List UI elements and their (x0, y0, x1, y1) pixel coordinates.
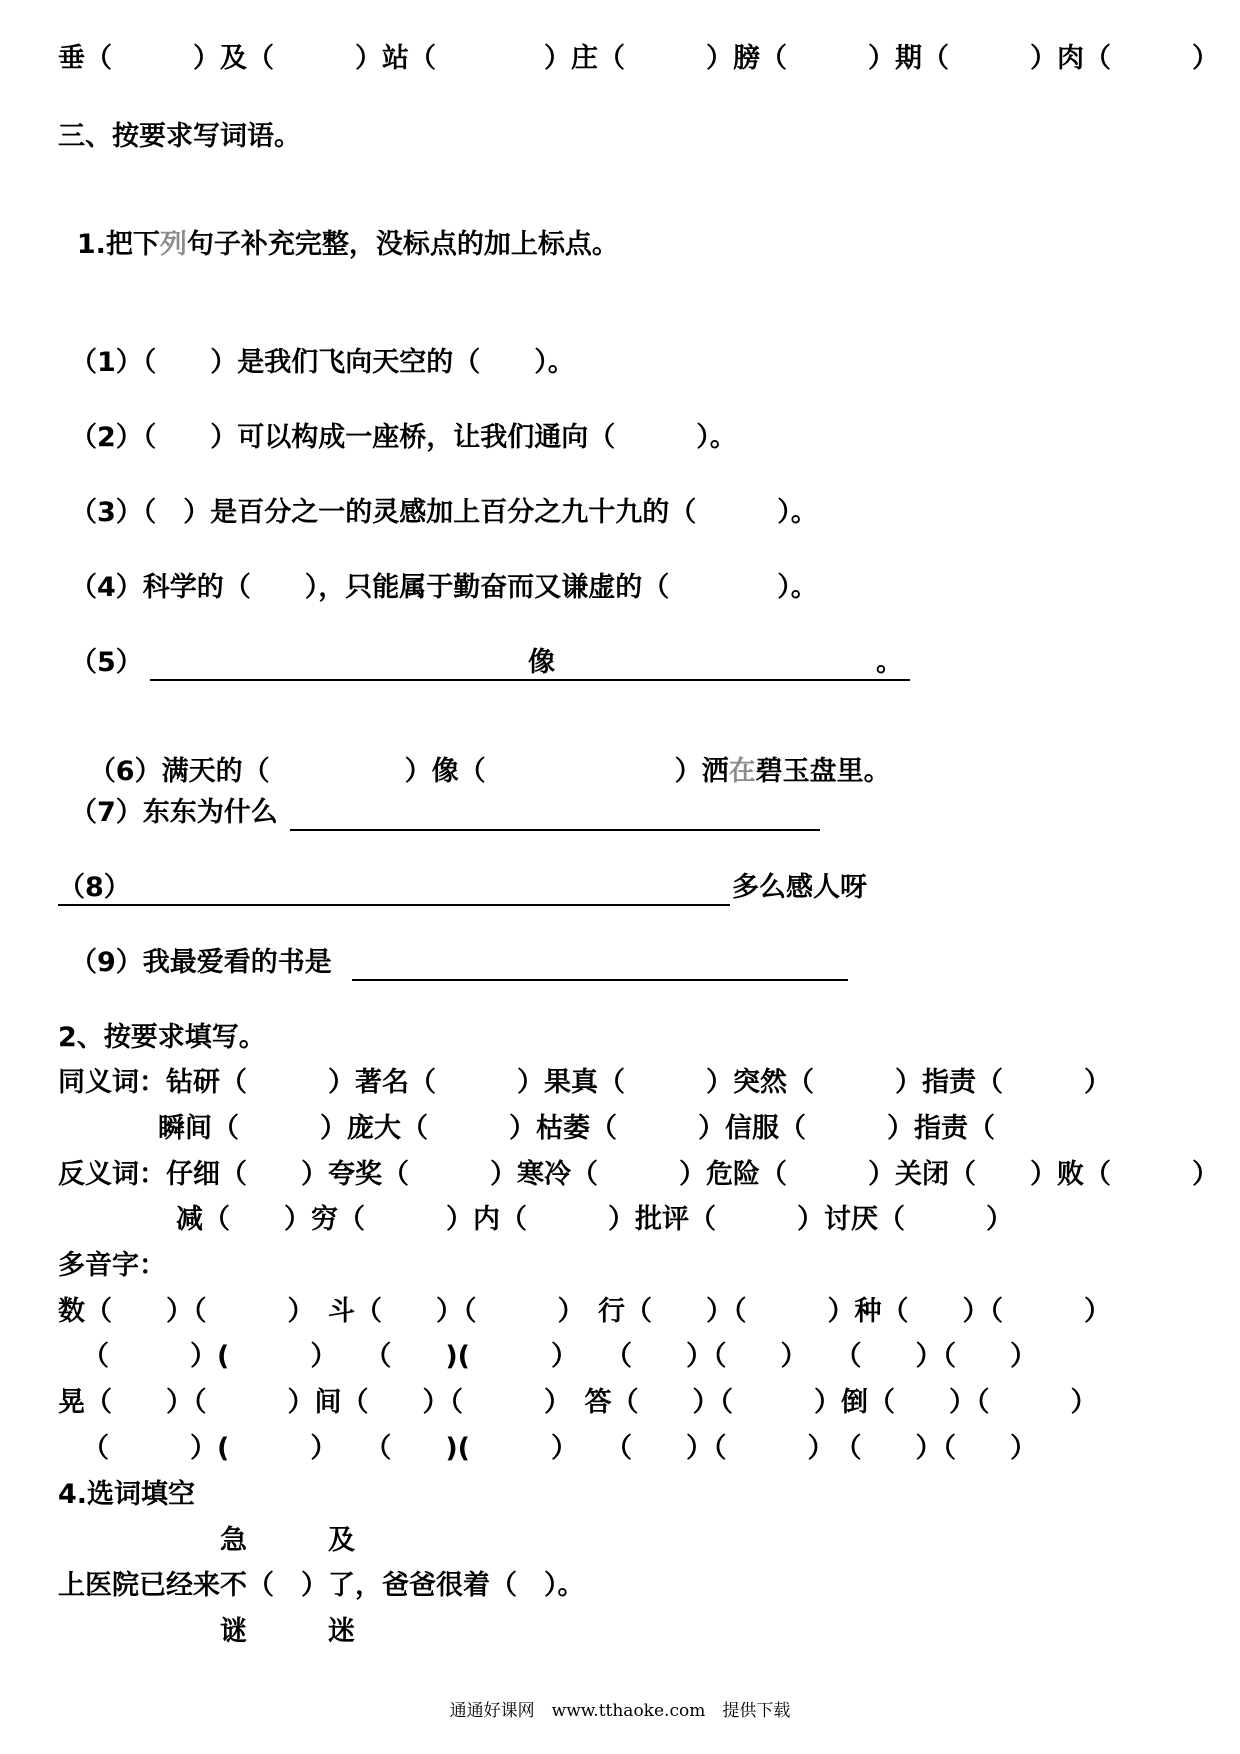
polyphones-row-4: （ ）( ） （ )( ） （ ）（ ） （ ）（ ） (82, 1433, 1038, 1464)
synonyms-row-2: 瞬间（ ）庞大（ ）枯萎（ ）信服（ ）指责（ (158, 1113, 995, 1144)
sentence-8-label: （8） (58, 872, 131, 903)
q4-sentence: 上医院已经来不（ ）了，爸爸很着（ ）。 (58, 1570, 585, 1601)
q1-title-gray: 列 (159, 229, 187, 260)
synonyms-row-1: 同义词：钻研（ ）著名（ ）果真（ ）突然（ ）指责（ ） (58, 1067, 1111, 1098)
sentence-4: （4）科学的（ ），只能属于勤奋而又谦虚的（ ）。 (70, 572, 818, 603)
question-one-title (58, 194, 619, 262)
antonyms-row-1: 反义词：仔细（ ）夸奖（ ）寒冷（ ）危险（ ）关闭（ ）败（ ） (58, 1159, 1219, 1190)
footer: 通通好课网 www.tthaoke.com 提供下载 (449, 1701, 791, 1721)
fill-row-top: 垂（ ）及（ ）站（ ）庄（ ）膀（ ）期（ ）肉（ ） (58, 43, 1219, 74)
sentence-8-end: 多么感人呀 (732, 872, 867, 903)
polyphones-row-3: 晃（ ）（ ）间（ ）（ ） 答（ ）（ ）倒（ ）（ ） (58, 1387, 1098, 1418)
q1-title-a: 1.把下 (76, 229, 160, 260)
question-two-title: 2、按要求填写。 (58, 1022, 266, 1053)
sentence-8-underline (58, 904, 730, 906)
sentence-7: （7）东东为什么 (70, 797, 278, 828)
sentence-6 (70, 721, 891, 789)
sentence-7-underline (290, 829, 820, 831)
sentence-5-mid: 像 (528, 647, 555, 678)
polyphones-title: 多音字： (58, 1250, 166, 1281)
sentence-9-underline (352, 979, 848, 981)
q1-title-c: 句子补充完整，没标点的加上标点。 (186, 229, 619, 260)
polyphones-row-1: 数（ ）（ ） 斗（ ）（ ） 行（ ）（ ）种（ ）（ ） (58, 1296, 1111, 1327)
question-four-title: 4.选词填空 (58, 1479, 196, 1510)
s6-a: （6）满天的（ ）像（ ）洒 (88, 756, 729, 787)
sentence-1: （1）（ ）是我们飞向天空的（ ）。 (70, 347, 575, 378)
q4-options-1: 急 及 (220, 1525, 355, 1556)
sentence-3: （3）（ ）是百分之一的灵感加上百分之九十九的（ ）。 (70, 497, 818, 528)
sentence-9: （9）我最爱看的书是 (70, 947, 332, 978)
sentence-5-end: 。 (876, 647, 903, 678)
antonyms-row-2: 减（ ）穷（ ）内（ ）批评（ ）讨厌（ ） (176, 1204, 1013, 1235)
s6-gray: 在 (728, 756, 756, 787)
q4-options-2: 谜 迷 (220, 1616, 355, 1647)
polyphones-row-2: （ ）( ） （ )( ） （ ）（ ） （ ）（ ） (82, 1341, 1038, 1372)
s6-c: 碧玉盘里。 (755, 756, 891, 787)
section-three-title: 三、按要求写词语。 (58, 121, 301, 152)
sentence-2: （2）（ ）可以构成一座桥，让我们通向（ ）。 (70, 422, 737, 453)
sentence-5-label: （5） (70, 647, 143, 678)
